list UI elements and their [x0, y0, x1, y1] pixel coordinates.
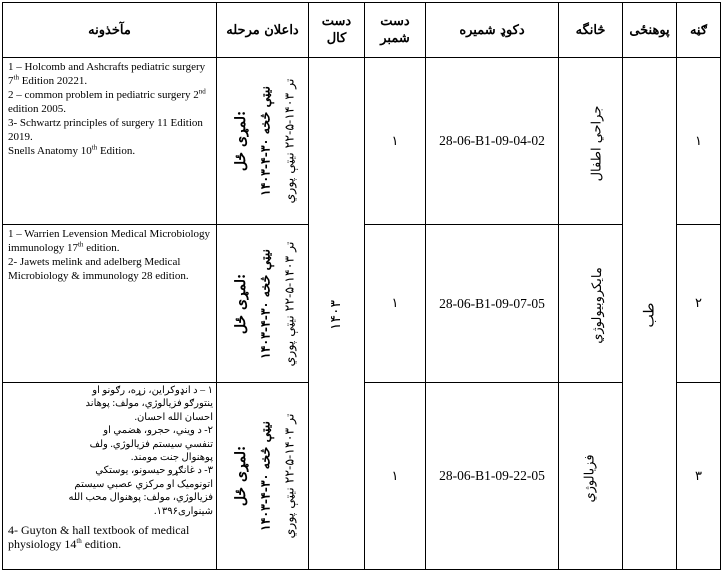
stage-from-date: ۱۴۰۳-۴-۳۰ نیټې څخه	[257, 420, 273, 532]
reference-item: 3- Schwartz principles of surgery 11 Edition 2019.	[8, 117, 203, 143]
reference-item: 2 – common problem in pediatric surgery 2nd edition 2005.	[8, 87, 206, 115]
header-count-total: دست کال	[309, 3, 365, 58]
stage-from-date: ۱۴۰۳-۴-۳۰ نیټې څخه	[257, 248, 273, 359]
positions-table	[2, 2, 721, 570]
stage-first-label: لمړی ځل:	[233, 273, 249, 334]
reference-line: ۳- د غانګړو حیسونو، یوستکي	[95, 465, 213, 477]
faculty-name: طب	[641, 302, 658, 328]
enroll-stage-cell	[217, 225, 309, 383]
sources-cell	[3, 383, 217, 570]
stage-to-date: تر ۱۴۰۳-۵-۲۲ نیټې پوري	[281, 78, 297, 204]
header-code: دکوډ شمیره	[426, 3, 559, 58]
reference-line: پوهنوال جنت مومند.	[130, 452, 213, 464]
header-faculty: پوهنځی	[623, 3, 677, 58]
header-number: ګڼه	[677, 3, 721, 58]
department-name: جراحي اطفال	[589, 105, 605, 181]
count-cell: ١	[365, 383, 426, 570]
reference-line: فزیالوژي، مولف: پوهنوال محب الله	[68, 492, 213, 504]
count-cell: ١	[365, 225, 426, 383]
department-cell	[559, 225, 623, 383]
department-cell	[559, 383, 623, 570]
department-cell	[559, 58, 623, 225]
reference-line: احسان الله احسان.	[134, 411, 213, 423]
code-cell: 28-06-B1-09-04-02	[426, 58, 559, 225]
row-number: ٢	[677, 225, 721, 383]
stage-from-date: ۱۴۰۳-۴-۳۰ نیټې څخه	[257, 85, 273, 197]
header-sources: مآخذونه	[3, 3, 217, 58]
row-number: ١	[677, 58, 721, 225]
faculty-cell	[623, 58, 677, 570]
reference-line: ۲- د ویني، حجرو، هضمي او	[103, 425, 213, 437]
reference-line: تنفسي سیستم فزیالوژي. ولف	[89, 438, 213, 450]
enroll-stage-cell	[217, 383, 309, 570]
header-department: څانگه	[559, 3, 623, 58]
stage-first-label: لمړی ځل:	[233, 110, 249, 172]
reference-item: 4- Guyton & hall textbook of medical physiology 14th edition.	[8, 523, 190, 552]
reference-line: شینواری۱۳۹۶.	[154, 505, 213, 517]
stage-first-label: لمړی ځل:	[233, 445, 249, 507]
reference-item: Snells Anatomy 10th Edition.	[8, 143, 136, 157]
reference-item: 1 – Warrien Levension Medical Microbiology immunology 17th edition.	[8, 228, 211, 254]
reference-line: ۱ – د انډوکراین، زړه، رګونو او	[92, 385, 213, 396]
row-number: ٣	[677, 383, 721, 570]
header-enroll-stage: داعلان مرحله	[217, 3, 309, 58]
stage-to-date: تر ۱۴۰۳-۵-۲۲ نیټې پوري	[281, 241, 297, 366]
count-cell: ١	[365, 58, 426, 225]
sources-cell	[3, 225, 217, 383]
department-name: فزیالوژي	[582, 453, 598, 503]
department-name: مایکروبیولوژي	[589, 267, 605, 344]
enroll-stage-cell	[217, 58, 309, 225]
code-cell: 28-06-B1-09-22-05	[426, 383, 559, 570]
reference-list-pashto	[8, 384, 213, 518]
stage-to-date: تر ۱۴۰۳-۵-۲۲ نیټې پوري	[281, 413, 297, 539]
reference-line: ینتورګو فزیالوژي، مولف: پوهاند	[85, 398, 213, 410]
reference-item: 2- Jawets melink and adelberg Medical Microbiology & immunology 28 edition.	[8, 256, 189, 282]
table-row	[3, 58, 721, 225]
total-year-cell	[309, 58, 365, 570]
header-count-dept: دست شمبر	[365, 3, 426, 58]
reference-line: اتونومیک او مرکزي عصبي سیستم	[74, 478, 213, 490]
reference-item: 1 – Holcomb and Ashcrafts pediatric surgery 7th Edition 20221.	[8, 61, 206, 87]
sources-cell	[3, 58, 217, 225]
header-row	[3, 3, 721, 58]
code-cell: 28-06-B1-09-07-05	[426, 225, 559, 383]
total-year: ۱۴۰۳	[328, 299, 345, 331]
